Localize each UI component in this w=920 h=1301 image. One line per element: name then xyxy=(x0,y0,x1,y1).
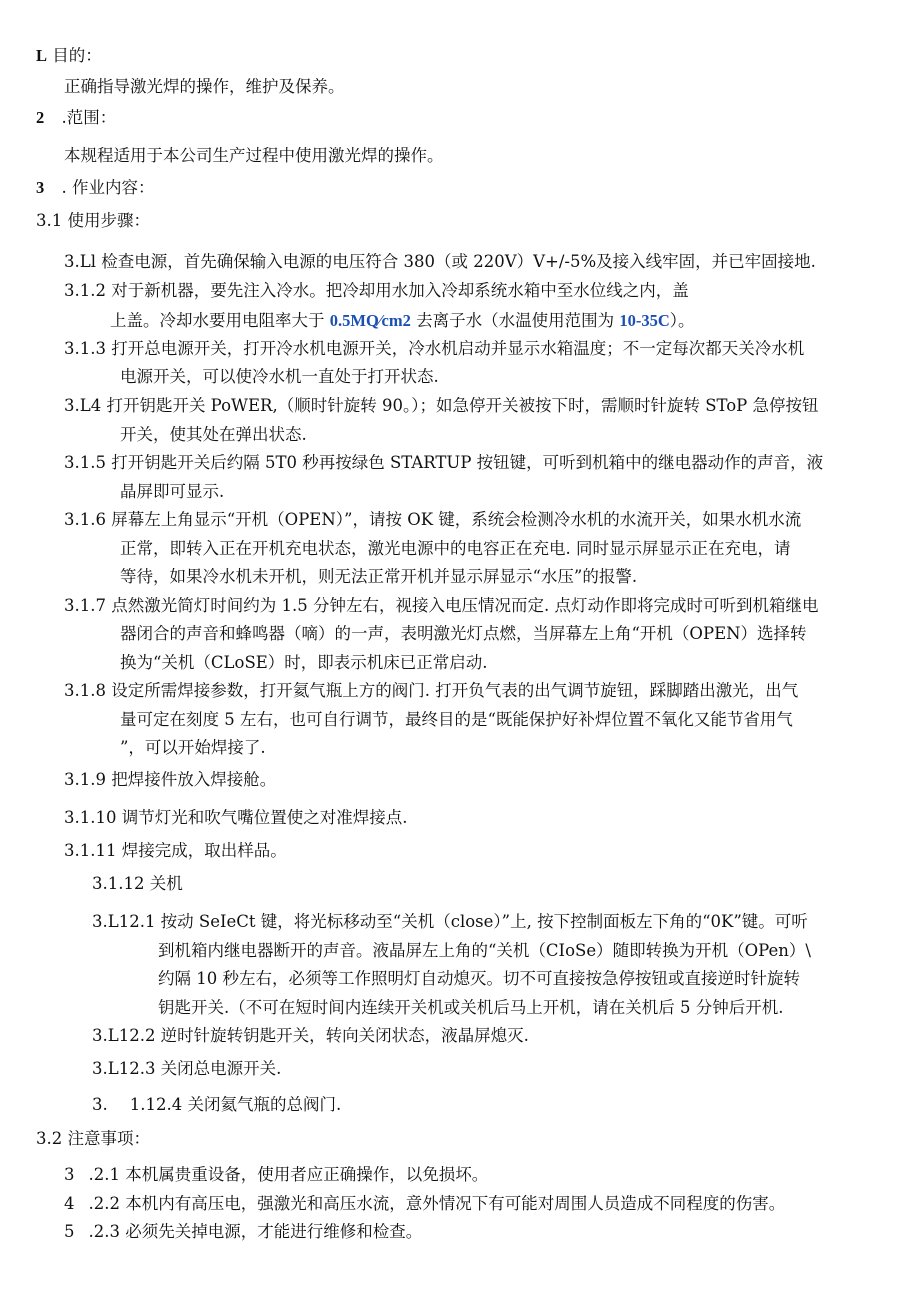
step-line xyxy=(92,1097,341,1114)
step-line: 3.L12.3 关闭总电源开关. xyxy=(92,1059,282,1078)
step-line: 3.1.11 焊接完成，取出样品。 xyxy=(64,841,287,860)
step-line: 正常，即转入正在开机充电状态，激光电源中的电容正在充电. 同时显示屏显示正在充电，请 xyxy=(120,539,791,558)
step-line: 约隔 10 秒左右，必须等工作照明灯自动熄灭。切不可直接按急停按钮或直接逆时针旋转 xyxy=(158,969,800,988)
step-line: 3.1.5 打开钥匙开关后约隔 5T0 秒再按绿色 STARTUP 按钮键，可听到机箱中的继电器动作的声音，液 xyxy=(64,453,824,472)
step-line: 3.1.3 打开总电源开关，打开冷水机电源开关，冷水机启动并显示水箱温度；不一定每次都天关冷水机 xyxy=(64,339,805,358)
section-number: L xyxy=(36,46,48,65)
paragraph-line: 正确指导激光焊的操作，维护及保养。 xyxy=(64,77,345,96)
resistivity-value: 0.5MQ⁄cm2 xyxy=(329,311,411,330)
step-line: 电源开关，可以使冷水机一直处于打开状态. xyxy=(120,367,439,386)
step-text: 1.12.4 关闭氦气瓶的总阀门. xyxy=(129,1095,342,1114)
subsection-heading: 3.2 注意事项： xyxy=(36,1129,150,1148)
step-line: 3.1.7 点然激光简灯时间约为 1.5 分钟左右，视接入电压情况而定. 点灯动作即将完成时可听到机箱继电 xyxy=(64,596,819,615)
section-number: 3 xyxy=(36,178,45,197)
step-line: 量可定在刻度 5 左右，也可自行调节，最终目的是“既能保护好补焊位置不氧化又能节省用气 xyxy=(120,710,793,729)
step-line: 3.1.6 屏幕左上角显示“开机（OPEN）”，请按 OK 键，系统会检测冷水机的水流开关，如果水机水流 xyxy=(64,510,802,529)
step-line: 晶屏即可显示. xyxy=(120,482,225,501)
temperature-range: 10-35C xyxy=(619,311,670,330)
note-number: 5 xyxy=(64,1222,75,1241)
step-line: 3.1.9 把焊接件放入焊接舱。 xyxy=(64,770,277,789)
step-line: ”，可以开始焊接了. xyxy=(120,738,266,757)
section-number: 2 xyxy=(36,108,45,127)
step-line: 钥匙开关.（不可在短时间内连续开关机或关机后马上开机，请在关机后 5 分钟后开机. xyxy=(158,998,784,1017)
step-line: 到机箱内继电器断开的声音。液晶屏左上角的“关机（CIoSe）随即转换为开机（OPen）\ xyxy=(158,941,811,960)
step-number: 3. xyxy=(92,1095,108,1114)
paragraph-line: 本规程适用于本公司生产过程中使用激光焊的操作。 xyxy=(64,146,444,165)
text-run: 上盖。冷却水要用电阻率大于 xyxy=(110,311,330,330)
step-line: 3.1.2 对于新机器，要先注入冷水。把冷却用水加入冷却系统水箱中至水位线之内，盖 xyxy=(64,281,689,300)
note-text: .2.2 本机内有高压电，强激光和高压水流，意外情况下有可能对周围人员造成不同程度的伤害。 xyxy=(88,1194,786,1213)
note-number: 4 xyxy=(64,1194,75,1213)
subsection-heading: 3.1 使用步骤： xyxy=(36,211,150,230)
step-line xyxy=(110,313,695,330)
step-line: 3.L12.1 按动 SeIeCt 键，将光标移动至“关机（close）”上, 按下控制面板左下角的“0K”键。可听 xyxy=(92,912,808,931)
note-line xyxy=(64,1167,488,1184)
section-title: . 作业内容： xyxy=(61,178,155,197)
step-line: 3.Ll 检查电源，首先确保输入电源的电压符合 380（或 220V）V+/-5%及接入线牢固，并已牢固接地. xyxy=(64,252,816,271)
step-line: 器闭合的声音和蜂鸣器（嘀）的一声，表明激光灯点燃，当屏幕左上角“开机（OPEN）选择转 xyxy=(120,624,807,643)
section-title: .范围： xyxy=(61,108,117,127)
note-number: 3 xyxy=(64,1165,75,1184)
step-line: 等待，如果冷水机未开机，则无法正常开机并显示屏显示“水压”的报警. xyxy=(120,567,638,586)
section-title: 目的： xyxy=(52,46,102,65)
text-run: ）。 xyxy=(669,311,695,330)
step-line: 开关，使其处在弹出状态. xyxy=(120,425,307,444)
step-line: 3.1.12 关机 xyxy=(92,874,183,893)
step-line: 3.L4 打开钥匙开关 PoWER,（顺时针旋转 90。）；如急停开关被按下时，需顺时针旋转 SToP 急停按钮 xyxy=(64,396,819,415)
step-line: 3.1.8 设定所需焊接参数，打开氦气瓶上方的阀门. 打开负气表的出气调节旋钮，踩脚踏出激光，出气 xyxy=(64,681,799,700)
step-line: 换为“关机（CLoSE）时，即表示机床已正常启动. xyxy=(120,653,488,672)
step-line: 3.L12.2 逆时针旋转钥匙开关，转向关闭状态，液晶屏熄灭. xyxy=(92,1026,529,1045)
note-text: .2.3 必须先关掉电源，才能进行维修和检查。 xyxy=(88,1222,423,1241)
section-heading-content xyxy=(36,180,155,197)
note-line xyxy=(64,1224,422,1241)
note-line xyxy=(64,1196,785,1213)
text-run: 去离子水（水温使用范围为 xyxy=(410,311,620,330)
section-heading-scope xyxy=(36,110,116,127)
note-text: .2.1 本机属贵重设备，使用者应正确操作，以免损坏。 xyxy=(88,1165,489,1184)
section-heading-purpose xyxy=(36,48,102,65)
step-line: 3.1.10 调节灯光和吹气嘴位置使之对准焊接点. xyxy=(64,808,408,827)
